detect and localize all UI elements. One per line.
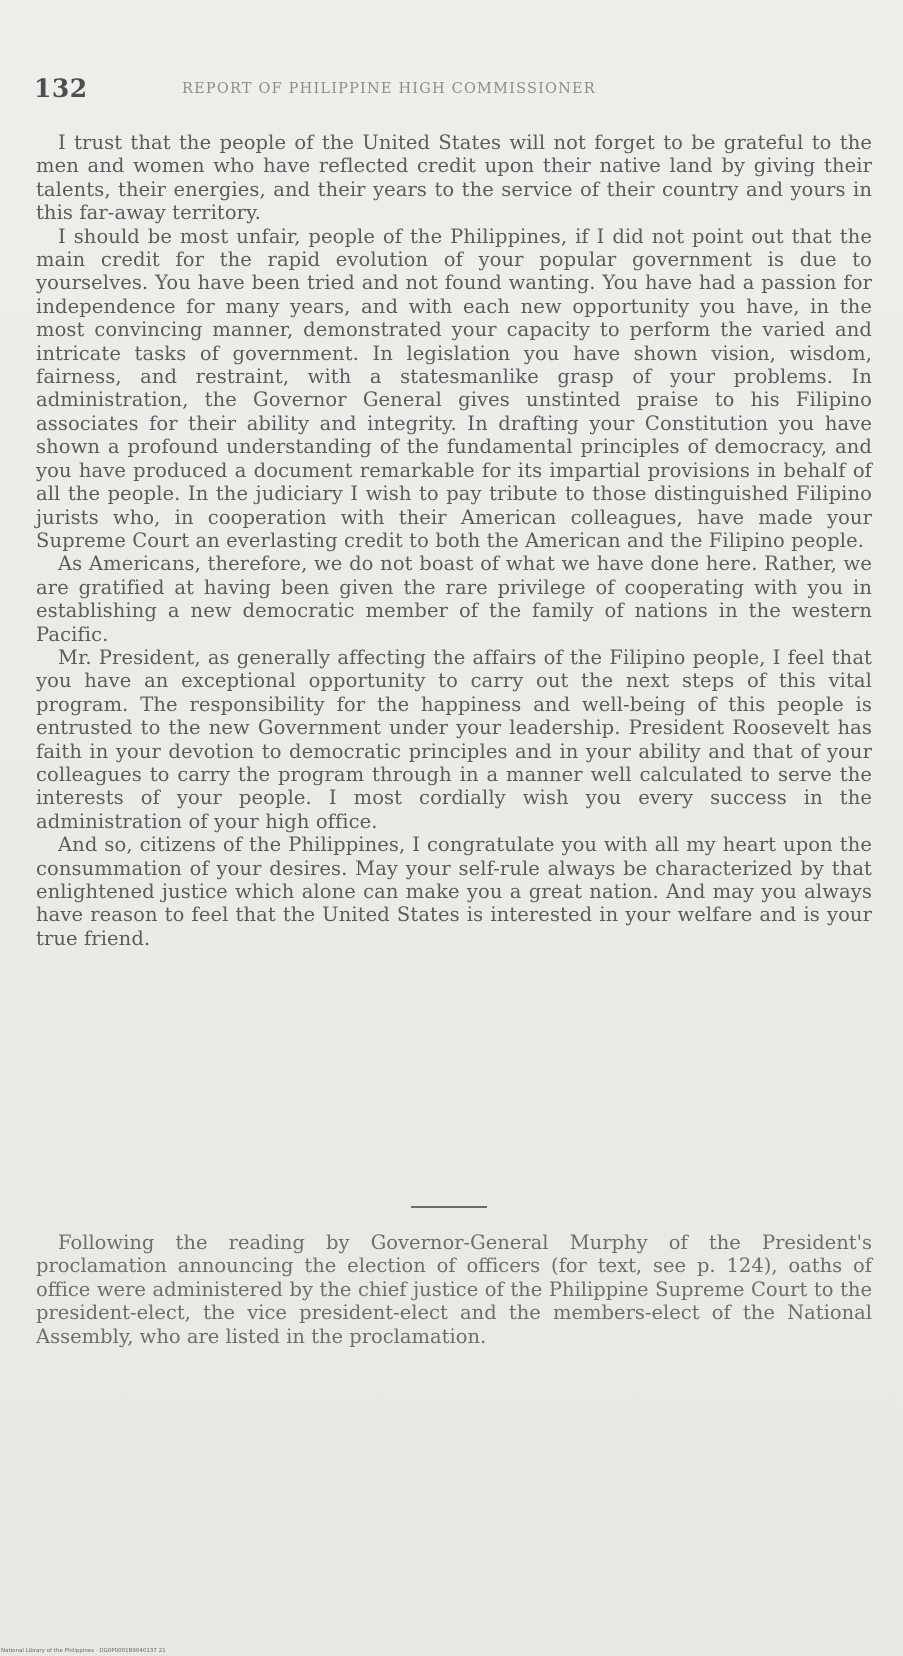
page-header <box>34 74 754 108</box>
speech-body <box>36 131 872 950</box>
page-number: 132 <box>34 74 88 103</box>
following-note <box>36 1231 872 1348</box>
paragraph-credit-to-filipinos: I should be most unfair, people of the Philippines, if I did not point out that the main credit for the rapid evolution of your popular government is due to yourselves. You have been tried and not found wanting. You have had a passion for independence for many years, and with each new opportunity you have, in the most convincing manner, demonstrated your capacity to perform the varied and intricate tasks of government. In legislation you have shown vision, wisdom, fairness, and restraint, with a statesmanlike grasp of your problems. In administration, the Governor General gives unstinted praise to his Filipino associates for their ability and integrity. In drafting your Constitution you have shown a profound understanding of the fundamental principles of democracy, and you have produced a document remarkable for its impartial provisions in behalf of all the people. In the judiciary I wish to pay tribute to those distinguished Filipino jurists who, in cooperation with their American colleagues, have made your Supreme Court an everlasting credit to both the American and the Filipino people. <box>36 224 872 552</box>
scan-credit: National Library of the Philippines · DG0P0001B9040137 21 <box>1 1648 166 1654</box>
paragraph-mr-president: Mr. President, as generally affecting the affairs of the Filipino people, I feel that you have an exceptional opportunity to carry out the next steps of this vital program. The responsibility for the happiness and well-being of this people is entrusted to the new Government under your leadership. President Roosevelt has faith in your devotion to democratic principles and in your ability and that of your colleagues to carry the program through in a manner well calculated to serve the interests of your people. I most cordially wish you every success in the administration of your high office. <box>36 645 872 833</box>
paragraph-americans: As Americans, therefore, we do not boast of what we have done here. Rather, we are gratified at having been given the rare privilege of cooperating with you in establishing a new democratic member of the family of nations in the western Pacific. <box>36 552 872 646</box>
paragraph-congratulations: And so, citizens of the Philippines, I congratulate you with all my heart upon the consummation of your desires. May your self-rule always be characterized by that enlightened justice which alone can make you a great nation. And may you always have reason to feel that the United States is interested in your welfare and is your true friend. <box>36 833 872 950</box>
section-divider <box>411 1206 487 1208</box>
paragraph-oaths-of-office: Following the reading by Governor-General Murphy of the President's proclamation announcing the election of officers (for text, see p. 124), oaths of office were administered by the chief justice of the Philippine Supreme Court to the president-elect, the vice president-elect and the members-elect of the National Assembly, who are listed in the proclamation. <box>36 1231 872 1348</box>
running-head: REPORT OF PHILIPPINE HIGH COMMISSIONER <box>182 81 596 97</box>
paragraph-gratitude: I trust that the people of the United States will not forget to be grateful to the men and women who have reflected credit upon their native land by giving their talents, their energies, and their years to the service of their country and yours in this far-away territory. <box>36 131 872 225</box>
